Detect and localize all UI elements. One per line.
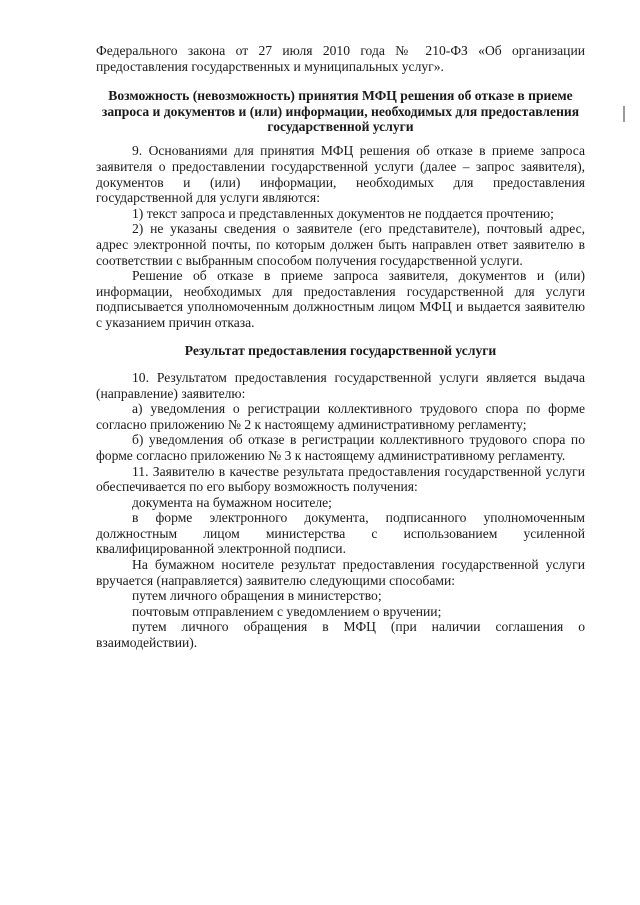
- option-electronic: в форме электронного документа, подписанного уполномоченным должностным лицом министерства с использованием усиленной квалифицированной электронной подписи.: [96, 510, 585, 557]
- option-paper: документа на бумажном носителе;: [132, 494, 332, 510]
- paragraph-10: 10. Результатом предоставления государственной услуги является выдача (направление) заявителю:: [96, 369, 585, 401]
- section-heading-result: Результат предоставления государственной услуги: [184, 342, 497, 358]
- delivery-way-ministry: путем личного обращения в министерство;: [132, 588, 382, 604]
- delivery-way-post: почтовым отправлением с уведомлением о вручении;: [132, 603, 442, 619]
- list-item-a: а) уведомления о регистрации коллективного трудового спора по форме согласно приложению № 2 к настоящему административному регламенту;: [96, 401, 585, 432]
- paper-delivery-paragraph: На бумажном носителе результат предоставления государственной услуги вручается (направляется) заявителю следующими способами:: [96, 557, 585, 588]
- refusal-decision-paragraph: Решение об отказе в приеме запроса заявителя, документов и (или) информации, необходимых для предоставления государственной для услуги подписывается уполномоченным должностным лицом МФЦ и выдается заявителю с указанием причин отказа.: [96, 268, 585, 330]
- list-item-b: б) уведомления об отказе в регистрации коллективного трудового спора по форме согласно приложению № 3 к настоящему административному регламенту.: [96, 432, 585, 463]
- list-item-1: 1) текст запроса и представленных документов не поддается прочтению;: [132, 205, 554, 221]
- section-heading-refusal: Возможность (невозможность) принятия МФЦ решения об отказе в приеме запроса и документов и (или) информации, необходимых для предоставления государственной услуги: [101, 88, 580, 134]
- paragraph-9: 9. Основаниями для принятия МФЦ решения об отказе в приеме запроса заявителя о предоставлении государственной услуги (далее – запрос заявителя), документов и (или) информации, необходимых для предоставления государственной для услуги являются:: [96, 143, 585, 206]
- list-item-2: 2) не указаны сведения о заявителе (его представителе), почтовый адрес, адрес электронной почты, по которым должен быть направлен ответ заявителю в соответствии с выбранным способом получения государственной услуги.: [96, 221, 585, 268]
- paragraph-11: 11. Заявителю в качестве результата предоставления государственной услуги обеспечивается по его выбору возможность получения:: [96, 463, 585, 495]
- delivery-way-mfc: путем личного обращения в МФЦ (при наличии соглашения о взаимодействии).: [96, 619, 585, 651]
- intro-paragraph: Федерального закона от 27 июля 2010 года № 210-ФЗ «Об организации предоставления государственных и муниципальных услуг».: [96, 43, 585, 74]
- document-body: [96, 43, 585, 651]
- margin-mark: [623, 106, 625, 122]
